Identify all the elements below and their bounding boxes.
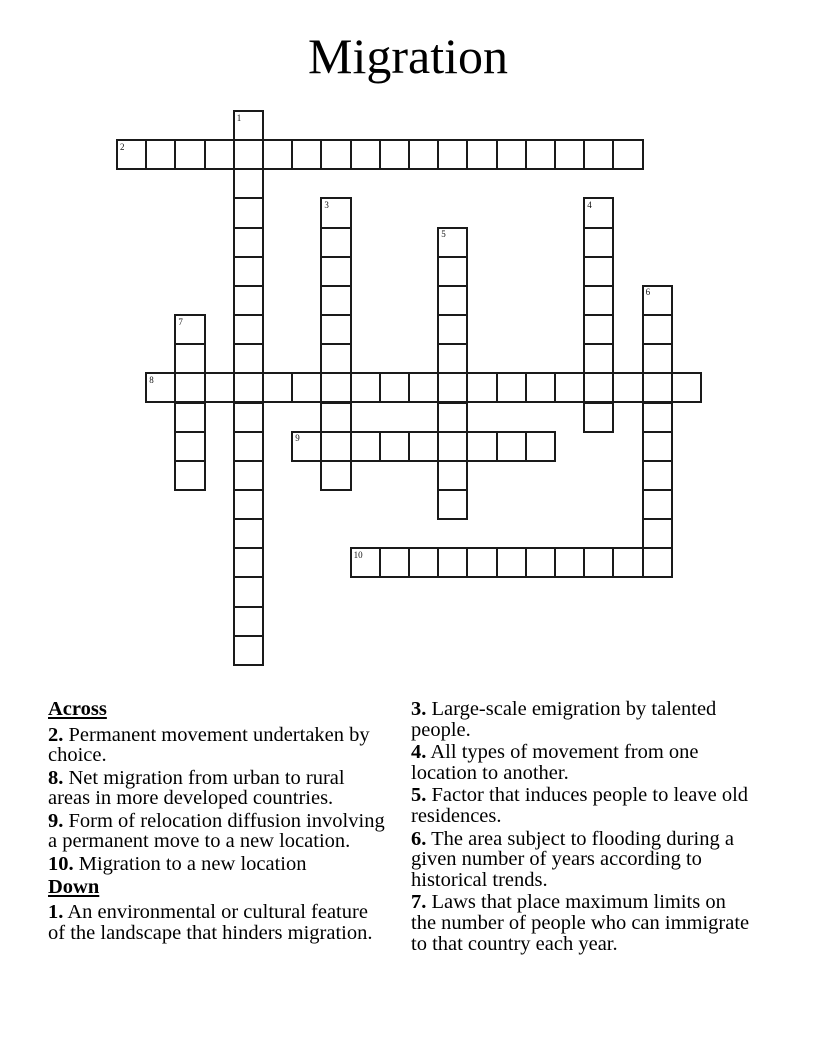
grid-cell [291,139,322,170]
grid-cell [233,460,264,491]
grid-cell [525,431,556,462]
grid-cell [233,372,264,403]
grid-cell [233,547,264,578]
grid-cell [583,343,614,374]
grid-cell [233,402,264,433]
grid-cell [525,139,556,170]
grid-cell [583,256,614,287]
grid-cell [320,285,351,316]
grid-cell [379,139,410,170]
grid-cell [583,197,614,228]
clue-text: All types of movement from one location to another. [411,741,699,784]
grid-cell [233,606,264,637]
cell-number: 3 [324,199,329,210]
grid-cell [204,372,235,403]
grid-cell [437,285,468,316]
grid-cell [612,139,643,170]
grid-cell [262,139,293,170]
grid-cell [642,314,673,345]
grid-cell [466,547,497,578]
grid-cell [437,343,468,374]
grid-cell [350,431,381,462]
grid-cell [583,372,614,403]
grid-cell [350,547,381,578]
grid-cell [174,402,205,433]
clues-column-right [411,699,752,956]
clue-text: Factor that induces people to leave old residences. [411,784,749,827]
cell-number: 1 [236,112,242,123]
grid-cell [233,343,264,374]
grid-cell [350,372,381,403]
grid-cell [437,431,468,462]
clue-text: Form of relocation diffusion involving a permanent move to a new location. [48,809,385,853]
clue-text: Migration to a new location [73,853,307,876]
grid-cell [233,285,264,316]
clue-down-5 [411,785,752,826]
grid-cell [145,139,176,170]
grid-cell [642,402,673,433]
clues-column-left [48,699,389,945]
grid-cell [320,139,351,170]
grid-cell [525,547,556,578]
grid-cell [174,314,205,345]
grid-cell [233,168,264,199]
grid-cell [466,372,497,403]
cell-number: 7 [178,316,183,327]
grid-cell [437,314,468,345]
cell-number: 2 [120,141,125,152]
clue-text: Laws that place maximum limits on the number of people who can immigrate to that country each year. [411,891,750,955]
grid-cell [642,547,673,578]
grid-cell [233,256,264,287]
grid-cell [671,372,702,403]
clue-text: Large-scale emigration by talented people. [411,698,717,741]
grid-cell [642,460,673,491]
grid-cell [291,372,322,403]
grid-cell [437,547,468,578]
grid-cell [320,402,351,433]
grid-cell [174,431,205,462]
grid-cell [233,110,264,141]
grid-cell [642,431,673,462]
grid-cell [379,372,410,403]
down-clues-list-right [411,699,752,954]
clue-number: 1. [48,901,64,924]
clue-down-4 [411,742,752,783]
grid-cell [204,139,235,170]
grid-cell [233,431,264,462]
grid-cell [583,314,614,345]
grid-cell [496,431,527,462]
grid-cell [554,547,585,578]
grid-cell [642,372,673,403]
across-clues-list [48,725,389,875]
grid-cell [642,343,673,374]
crossword-grid [116,110,702,666]
grid-cell [642,285,673,316]
clue-across-9 [48,811,389,852]
grid-cell [437,372,468,403]
grid-cell [233,576,264,607]
grid-cell [320,343,351,374]
grid-cell [379,547,410,578]
grid-cell [174,343,205,374]
grid-cell [320,431,351,462]
grid-cell [496,139,527,170]
grid-cell [145,372,176,403]
grid-cell [320,372,351,403]
grid-cell [233,635,264,666]
grid-cell [554,372,585,403]
grid-cell [320,197,351,228]
grid-cell [320,314,351,345]
clue-across-2 [48,725,389,766]
grid-cell [612,547,643,578]
grid-cell [583,285,614,316]
clue-down-6 [411,829,752,891]
cell-number: 5 [441,229,446,240]
grid-cell [437,227,468,258]
grid-cell [466,139,497,170]
grid-cell [583,227,614,258]
clue-down-3 [411,699,752,740]
clue-across-10 [48,854,389,875]
cell-number: 6 [645,287,651,298]
grid-cell [437,489,468,520]
grid-cell [320,256,351,287]
clue-number: 8. [48,766,64,789]
grid-cell [642,489,673,520]
grid-cell [583,547,614,578]
grid-cell [233,227,264,258]
cell-number: 4 [587,199,592,210]
grid-cell [437,256,468,287]
grid-cell [437,460,468,491]
clue-down-1 [48,902,389,943]
grid-cell [437,402,468,433]
down-heading: Down [48,875,100,898]
grid-cell [174,139,205,170]
grid-cell [233,139,264,170]
grid-cell [583,139,614,170]
clue-number: 3. [411,698,427,720]
clue-text: An environmental or cultural feature of the landscape that hinders migration. [48,901,373,944]
grid-cell [233,197,264,228]
grid-cell [408,372,439,403]
clue-number: 2. [48,723,64,746]
grid-cell [408,139,439,170]
grid-cell [408,431,439,462]
down-clues-list-left [48,902,389,943]
grid-cell [642,518,673,549]
grid-cell [408,547,439,578]
clue-down-7 [411,892,752,954]
grid-cell [496,547,527,578]
cell-number: 9 [295,433,300,444]
cell-number: 8 [149,374,154,385]
clue-number: 7. [411,891,427,914]
clue-text: Permanent movement undertaken by choice. [48,723,370,767]
clue-text: The area subject to flooding during a given number of years according to historical trends. [411,827,734,891]
grid-cell [320,227,351,258]
grid-cell [174,460,205,491]
grid-cell [174,372,205,403]
grid-cell [525,372,556,403]
grid-cell [583,402,614,433]
grid-cell [233,489,264,520]
grid-cell [116,139,147,170]
across-heading: Across [48,698,107,720]
grid-cell [496,372,527,403]
grid-cell [379,431,410,462]
grid-cell [554,139,585,170]
grid-cell [291,431,322,462]
grid-cell [612,372,643,403]
grid-cell [437,139,468,170]
clue-across-8 [48,768,389,809]
grid-cell [233,518,264,549]
grid-cell [350,139,381,170]
page-title: Migration [308,28,508,84]
clue-number: 4. [411,741,427,764]
clue-text: Net migration from urban to rural areas in more developed countries. [48,766,345,810]
clue-number: 6. [411,827,427,850]
grid-cell [262,372,293,403]
cell-number: 10 [353,549,363,560]
clue-number: 10. [48,853,74,876]
grid-cell [233,314,264,345]
grid-cell [466,431,497,462]
clue-number: 5. [411,784,427,807]
grid-cell [320,460,351,491]
clue-number: 9. [48,809,64,832]
